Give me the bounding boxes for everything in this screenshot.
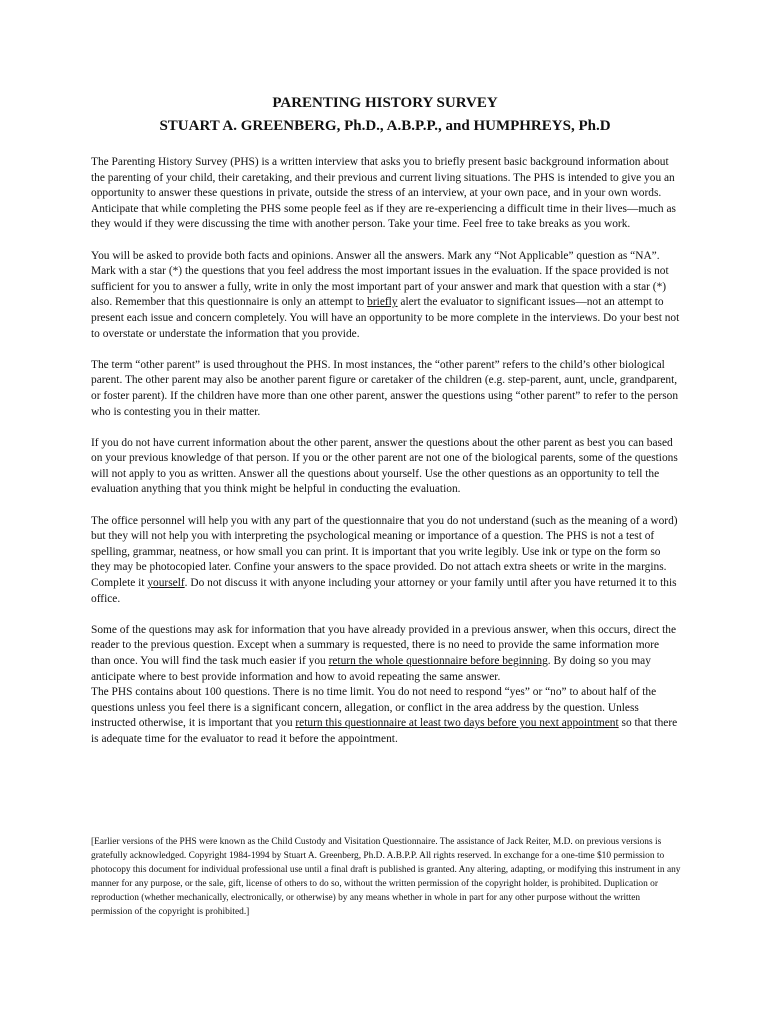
underlined-briefly: briefly xyxy=(367,296,398,309)
paragraph-previous-text-2: . By doing so you may anticipate where to best provide information and how to avoid repeating the same answer. xyxy=(91,655,651,683)
title-block xyxy=(0,92,770,138)
paragraph-current-information: If you do not have current information about the other parent, answer the questions about the other parent as best you can based on your previous knowledge of that person. If you or the other parent are not one of the biological parents, some of the questions will not apply to you as written. Answer all the questions about yourself. Use the other questions as an opportunity to tell the evaluation anything that you think might be helpful in conducting the evaluation. xyxy=(91,436,678,496)
paragraph-intro: The Parenting History Survey (PHS) is a written interview that asks you to briefly present basic background information about the parenting of your child, their caretaking, and their previous and current living situations. The PHS is intended to give you an opportunity to answer these questions in private, outside the stress of an interview, at your own pace, and in your own words. Anticipate that while completing the PHS some people feel as if they are re-experiencing a difficult time in their lives—much as they would if they were discussing the time with another person. Take your time. Feel free to take breaks as you work. xyxy=(91,156,676,231)
paragraph-office-text-1: The office personnel will help you with any part of the questionnaire that you do not understand (such as the meaning of a word) but they will not help you with interpreting the psychological meaning or importance of a question. The PHS is not a test of spelling, grammar, neatness, or how small you can print. It is important that you write legibly. Use ink or type on the form so they may be photocopied later. Confine your answers to the space provided. Do not attach extra sheets or write in the margins. Complete it xyxy=(91,514,678,590)
paragraph-other-parent: The term “other parent” is used throughout the PHS. In most instances, the “other parent” refers to the child’s other biological parent. The other parent may also be another parent figure or caretaker of the children (e.g. step-parent, aunt, uncle, grandparent, or foster parent). If the children have more than one other parent, answer the questions using “other parent” to refer to the person who is contesting you in their matter. xyxy=(91,358,679,418)
paragraph-time-text-1: The PHS contains about 100 questions. There is no time limit. You do not need to respond “yes” or “no” to about half of the questions unless you feel there is a significant concern, allegation, or conflict in the area address by the question. Unless instructed otherwise, it is important that you xyxy=(91,686,657,730)
paragraph-office-text-2: . Do not discuss it with anyone including your attorney or your family until after you have returned it to this office. xyxy=(91,577,677,605)
paragraph-instructions xyxy=(91,249,681,343)
underlined-return-two-days: return this questionnaire at least two days before you next appointment xyxy=(295,717,619,730)
paragraph-instructions-text-1: You will be asked to provide both facts and opinions. Answer all the answers. Mark any “Not Applicable” question as “NA”. Mark with a star (*) the questions that you feel address the most important issues in the evaluation. If the space provided is not sufficient for you to answer a fully, write in only the most important part of your answer and mark that question with a star (*) also. Remember that this questionnaire is only an attempt to xyxy=(91,249,669,309)
copyright-footer: [Earlier versions of the PHS were known as the Child Custody and Visitation Questionnaire. The assistance of Jack Reiter, M.D. on previous versions is gratefully acknowledged. Copyright 1984-1994 by Stuart A. Greenberg, Ph.D. A.B.P.P. All rights reserved. In exchange for a one-time $10 permission to photocopy this document for individual professional use until a final draft is published is granted. Any altering, adapting, or modifying this instrument in any manner for any purpose, or the sale, gift, license of others to do so, without the written permission of the copyright holder, is prohibited. Duplication or reproduction (whether mechanically, electronically, or otherwise) by any means whether in whole in part for any other purpose without the written permission of the copyright is prohibited.] xyxy=(91,837,681,917)
document-body xyxy=(91,155,681,763)
underlined-return-whole-questionnaire: return the whole questionnaire before beginning xyxy=(328,655,548,667)
document-subtitle: STUART A. GREENBERG, Ph.D., A.B.P.P., and HUMPHREYS, Ph.D xyxy=(159,118,611,134)
document-title: PARENTING HISTORY SURVEY xyxy=(272,95,498,111)
paragraph-time-limit xyxy=(91,685,681,747)
paragraph-office-personnel xyxy=(91,514,681,608)
paragraph-previous-text-1: Some of the questions may ask for information that you have already provided in a previous answer, when this occurs, direct the reader to the previous question. Except when a summary is requested, there is no need to provide the same information more than once. You will find the task much easier if you xyxy=(91,623,677,667)
paragraph-previous-answers xyxy=(91,623,681,685)
paragraph-time-text-2: so that there is adequate time for the evaluator to read it before the appointment. xyxy=(91,717,678,745)
underlined-yourself: yourself xyxy=(147,577,185,590)
paragraph-instructions-text-2: alert the evaluator to significant issues—not an attempt to present each issue and concern completely. You will have an opportunity to be more complete in the interviews. Do your best not to overstate or understate the information that you provide. xyxy=(91,296,680,340)
